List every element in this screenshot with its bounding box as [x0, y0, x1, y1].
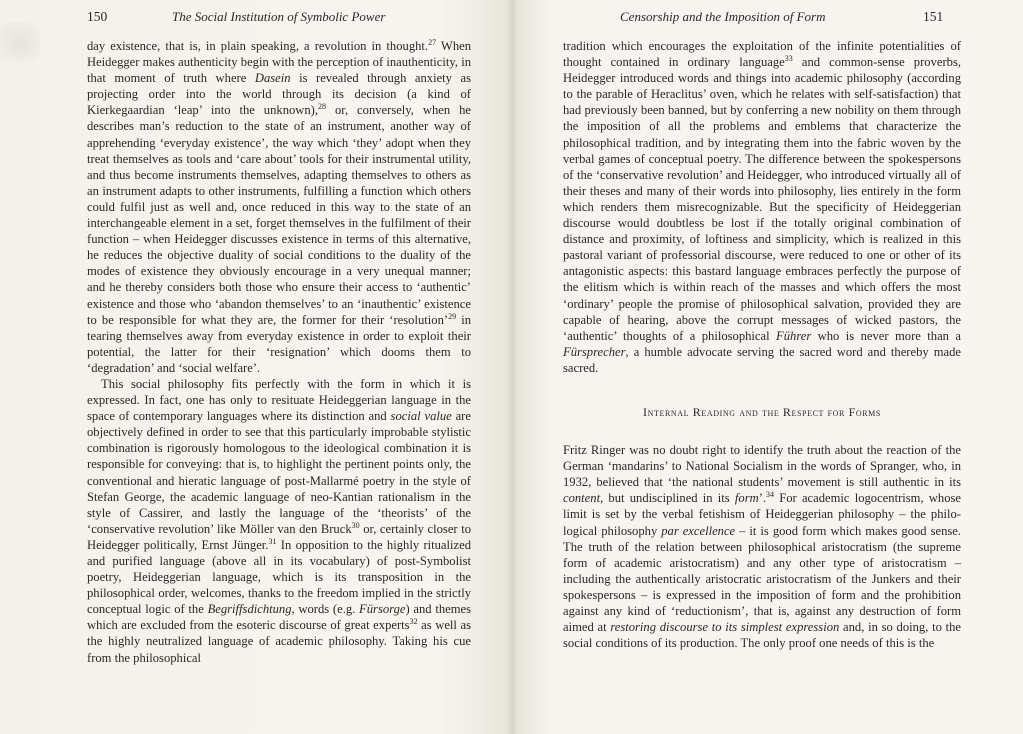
text-run: in tearing themselves away from everyday existence in order to exploit their potential, the latter for their ‘resignation’ which dooms them to ‘degradation’ and ‘social welfare’. [87, 312, 471, 375]
text-run: – it is good form which makes good sense. The truth of the relation between philosophical aristocratism (the supreme form of academic aristocratism) and any other type of aristocratism – including the authentically aristocratic aristocratism of the Junkers and their spokespersons – is expressed in the imposition of form and the prohibition against any kind of ‘reductionism’, that is, against any destruction of form aimed at [563, 523, 962, 635]
right-paragraph-2 [563, 442, 961, 651]
footnote-ref: 30 [351, 520, 360, 530]
book-gutter [506, 0, 518, 734]
text-run: as well as the highly neutralized language of academic philosophy. Taking his cue from the philosophical [87, 618, 472, 665]
italic-text: content [563, 491, 601, 506]
left-running-head: The Social Institution of Symbolic Power [172, 9, 386, 24]
footnote-ref: 27 [428, 38, 437, 47]
text-run: or, conversely, when he describes man’s reduction to the state of an instrument, another way of apprehending ‘everyday existence’, the way which ‘they’ adopt when they treat themselves as tools and ‘care about’ tools for their instrumental utility, and thus become instruments themselves, adapting themselves to others as an instrument adapts to other instruments, fulfilling a function which others could fulfil just as well and, once reduced in this way to the state of an interchangeable element in a set, forget themselves in the fulfilment of their function – when Heidegger discusses existence in terms of this alternative, he reduces the objective duality of social conditions to the duality of the modes of existence they obviously encourage in a very unequal manner; and he thereby considers both those who ensure their access to ‘authentic’ existence and those who ‘abandon themselves’ to an ‘inauthentic’ existence to be responsible for what they are, the former for their ‘resolution’ [87, 103, 471, 327]
text-run: or, certainly closer to Heidegger politically, Ernst Jünger. [87, 521, 471, 552]
footnote-ref: 32 [409, 617, 418, 627]
text-run: are objectively defined in order to see that this particularly improbable stylistic combination is rigorously homologous to the ideological combination it is responsible for conveying: that is, to highlight the pertinent points only, the conventional and hieratic language of post-Mallarmé poetry in the style of Stefan George, the academic language of neo-Kantian rationalism in the style of Cassirer, and lastly the language of the ‘theorists’ of the ‘conservative revolution’ like Möller van den Bruck [87, 409, 471, 536]
italic-text: social value [390, 409, 452, 424]
right-page-body [563, 38, 961, 651]
italic-text: par excellence [661, 523, 736, 538]
right-page [512, 0, 1023, 734]
italic-text: restoring discourse to its simplest expression [610, 620, 840, 635]
text-run: is revealed through anxiety as projecting order into the world through its decision (a kind of Kierkegaardian ‘leap’ into the unknown), [87, 71, 471, 118]
text-run: tradition which encourages the exploitation of the infinite potentialities of thought contained in ordinary language [563, 39, 961, 70]
right-paragraph-1 [563, 38, 961, 376]
footnote-ref: 28 [318, 102, 327, 112]
italic-text: Begriffsdichtung [207, 602, 292, 617]
italic-text: Führer [776, 328, 812, 343]
text-run: and common-sense proverbs, Heidegger introduced words and things into academic philosophy (according to the parable of Heraclitus’ oven, which he relates with self-satisfaction) that had previously been banned, but by conferring a new nobility on them through the imposition of all the problems and emblems that characterize the philosophical tradition, and by integrating them into the fabric woven by the verbal games of conceptual poetry. The difference between the spokespersons of the ‘conservative revolution’ and Heidegger, who introduced virtually all of their theses and many of their words into philosophy, lies entirely in the form which renders them misrecognizable. But the specificity of Heideggerian discourse would doubtless be lost if the totally original combination of distance and proximity, of loftiness and simplicity, which is realized in this pastoral variant of professorial discourse, were reduced to one or other of its antagonistic aspects: this bastard language embraces perfectly the purpose of the elitism which is within reach of the masses and which offers the most ‘ordinary’ people the promise of philosophical salvation, provided they are capable of hearing, above the corrupt messages of wicked pastors, the ‘authentic’ thoughts of a philosophical [563, 55, 961, 343]
text-run: and, in so doing, to the social conditions of its production. The only proof one needs of this is the [563, 620, 961, 651]
text-run: ) and themes which are excluded from the esoteric discourse of great experts [87, 602, 471, 633]
text-run: In opposition to the highly ritualized and purified language (above all in its vocabulary) of post-Symbolist poetry, Heideggerian language, which is its transposition in the philosophical order, welcomes, thanks to the freedom implied in the strictly conceptual logic of the [87, 537, 471, 617]
italic-text: form [734, 491, 759, 506]
italic-text: Fürsprecher [563, 344, 626, 359]
text-run: day existence, that is, in plain speaking, a revolution in thought. [87, 39, 429, 53]
section-heading: Internal Reading and the Respect for Forms [643, 404, 881, 419]
text-run: When Heidegger makes authenticity begin with the perception of inauthenticity, in that moment of truth where [87, 39, 471, 86]
page-stain [0, 22, 40, 62]
right-running-head: Censorship and the Imposition of Form [620, 9, 826, 24]
text-run: , words (e.g. [291, 602, 360, 617]
left-paragraph-2 [87, 376, 471, 666]
text-run: ’. [758, 491, 767, 506]
right-page-number: 151 [923, 9, 944, 24]
footnote-ref: 33 [784, 54, 793, 64]
footnote-ref: 31 [268, 536, 277, 546]
italic-text: Dasein [254, 71, 291, 86]
text-run: Fritz Ringer was no doubt right to identify the truth about the reaction of the German ‘mandarins’ to National Socialism in the words of Spranger, who, in 1932, believed that ‘the national students’ movement is still authentic in its [563, 443, 961, 490]
left-page-number: 150 [87, 9, 108, 24]
italic-text: Fürsorge [359, 602, 406, 617]
left-page-body [87, 38, 471, 666]
text-run: , but undisciplined in its [600, 491, 735, 506]
footnote-ref: 29 [448, 311, 457, 321]
text-run: This social philosophy fits perfectly with the form in which it is expressed. In fact, one has only to resituate Heideggerian language in the space of contemporary languages where its distinction and [87, 376, 471, 424]
text-run: who is never more than a [811, 328, 961, 343]
left-paragraph-1 [87, 38, 471, 376]
text-run: For academic logocentrism, whose limit is set by the verbal fetishism of Heideggerian philosophy – the philo-logical philosophy [563, 491, 961, 538]
footnote-ref: 34 [766, 490, 775, 500]
text-run: , a humble advocate serving the sacred word and thereby made sacred. [563, 344, 961, 375]
